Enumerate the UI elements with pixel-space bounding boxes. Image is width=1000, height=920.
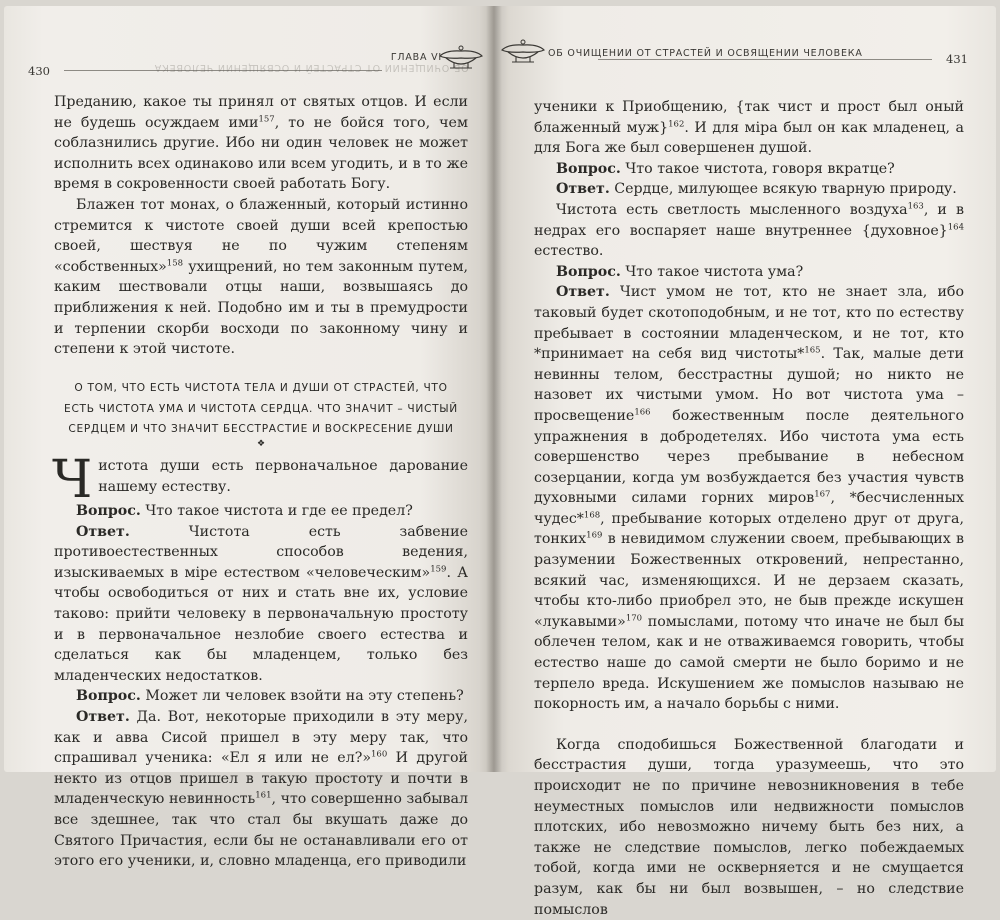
heading-ornament-icon: ❖ xyxy=(256,439,266,450)
question: Вопрос. Может ли человек взойти на эту степень? xyxy=(76,688,464,705)
right-running-head: ОБ ОЧИЩЕНИИ ОТ СТРАСТЕЙ И ОСВЯЩЕНИИ ЧЕЛОВЕКА xyxy=(548,48,863,59)
paragraph: Чистота есть светлость мысленного воздуха$^{163}$, и в недрах его воспаряет наше внутреннее {духовное}$^{164}$ естество. xyxy=(534,201,964,260)
left-page xyxy=(4,6,494,870)
lamp-ornament-icon xyxy=(498,36,548,66)
question: Вопрос. Что такое чистота ума? xyxy=(556,263,804,280)
right-page xyxy=(494,6,996,918)
left-page-header xyxy=(4,46,494,76)
paragraph: Когда сподобишься Божественной благодати и бесстрастия души, тогда уразумеешь, что это происходит не по причине невозникновения в тебе неуместных помыслов или недвижности помыслов плотских, ибо невозможно ничему быть без них, а также не следствие помыслов, легко побеждаемых тобой, когда ими не оскверняется и не смущается разум, как бы ни был возвышен, – но следствие помыслов xyxy=(534,736,964,918)
question: Вопрос. Что такое чистота, говоря вкратце? xyxy=(556,160,895,177)
right-text-column xyxy=(534,97,964,920)
left-running-head: ГЛАВА VI xyxy=(390,52,442,63)
header-rule xyxy=(598,59,932,60)
section-heading: О ТОМ, ЧТО ЕСТЬ ЧИСТОТА ТЕЛА И ДУШИ ОТ СТРАСТЕЙ, ЧТО ЕСТЬ ЧИСТОТА УМА И ЧИСТОТА СЕРДЦА. ЧТО ЗНАЧИТ – ЧИСТЫЙ СЕРДЦЕМ И ЧТО ЗНАЧИТ БЕССТРАСТИЕ И ВОСКРЕСЕНИЕ ДУШИ xyxy=(64,381,458,436)
bleed-through-text: ОБ ОЧИЩЕНИИ ОТ СТРАСТЕЙ И ОСВЯЩЕНИИ ЧЕЛОВЕКА xyxy=(154,62,469,73)
answer: Ответ. Чистота есть забвение противоестественных способов ведения, изыскиваемых в міре естеством «человеческим»$^{159}$. А чтобы освободиться от них и стать вне их, условие таково: прийти человеку в первоначальную простоту и в первоначальное незлобие своего естества и сделаться как бы младенцем, только без младенческих недостатков. xyxy=(54,523,468,684)
paragraph-dropcap: Чистота души есть первоначальное дарование нашему естеству. xyxy=(52,450,468,511)
left-page-number: 430 xyxy=(28,64,50,78)
paragraph: ученики к Приобщению, {так чист и прост был оный блаженный муж}$^{162}$. И для міра был он как младенец, а для Бога же был совершенен душой. xyxy=(534,99,964,157)
answer: Ответ. Да. Вот, некоторые приходили в эту меру, как и авва Сисой пришел в эту меру так, что спрашивал ученика: «Ел я или не ел?»$^{160}$ И другой некто из отцов пришел в такую простоту и почти в младенческую невинность$^{161}$, что совершенно забывал все здешнее, так что стал бы вкушать даже до Святого Причастия, если бы не останавливали его от этого его ученики, и, словно младенца, его приводили xyxy=(54,709,468,870)
right-page-number: 431 xyxy=(946,52,968,66)
answer: Ответ. Чист умом не тот, кто не знает зла, ибо таковый будет скотоподобным, и не тот, кто по естеству пребывает в состоянии младенческом, и не тот, кто *принимает на себя вид чистоты*$^{165}$. Так, малые дети невинны телом, бесстрастны душой; но никто не назовет их чистыми умом. Но вот чистота ума – просвещение$^{166}$ божественным после деятельного упражнения в добродетелях. Ибо чистота ума есть совершенство через пребывание в небесном созерцании, когда ум возбуждается без участия чувств духовными силами горних миров$^{167}$, *бесчисленных чудес*$^{168}$, пребывание которых отделено друг от друга, тонких$^{169}$ в невидимом служении своем, пребывающих в разумении Божественных откровений, непрестанно, всякий час, изменяющихся. И не дерзаем сказать, чтобы кто-либо приобрел это, не быв прежде искушен «лукавыми»$^{170}$ помыслами, потому что иначе не был бы облечен телом, как и не отваживаемся говорить, чтобы естество наше до самой смерти не было боримо и не терпело вреда. Искушением же помыслов называю не покорность им, а начало борьбы с ними. xyxy=(534,284,964,713)
left-text-column xyxy=(54,92,468,872)
paragraph: Преданию, какое ты принял от святых отцов. И если не будешь осуждаем ими$^{157}$, то не бойся того, чем соблазнились другие. Ибо ни один человек не может исполнить всех одинаково или всем угодить, и в то же время в сокровенности своей работать Богу. xyxy=(54,94,468,193)
answer: Ответ. Сердце, милующее всякую тварную природу. xyxy=(556,181,957,198)
paragraph: Блажен тот монах, о блаженный, который истинно стремится к чистоте своей души всей крепостью своей, шествуя не по чужим степеням «собственных»$^{158}$ ухищрений, но тем законным путем, каким шествовали отцы наши, возвышаясь до приближения к ней. Подобно им и ты в премудрости и терпении скорби восходи по законному чину и степени к этой чистоте. xyxy=(54,196,468,358)
drop-cap: Ч xyxy=(52,450,93,511)
right-page-header xyxy=(494,46,996,76)
question: Вопрос. Что такое чистота и где ее предел? xyxy=(76,503,413,520)
lamp-ornament-icon xyxy=(436,42,486,72)
